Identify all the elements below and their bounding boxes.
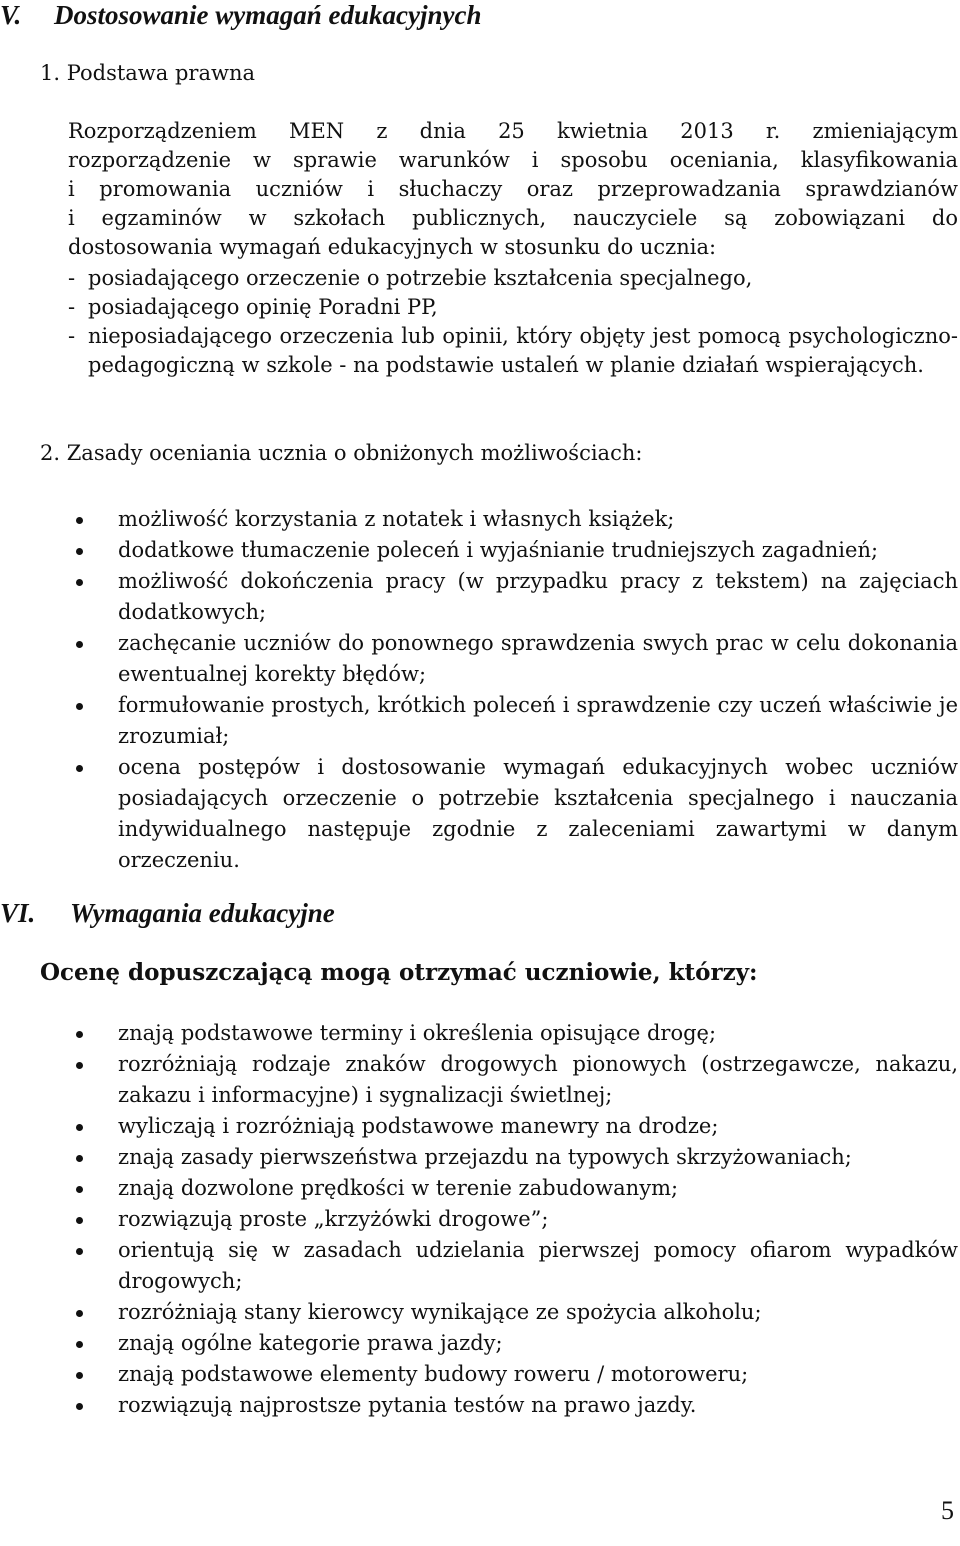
list-item — [76, 1173, 958, 1204]
paragraph-line: rozporządzenie w sprawie warunków i sposobu oceniania, klasyfikowania — [68, 148, 958, 172]
bullet-icon — [76, 1062, 83, 1069]
list-item — [76, 1204, 958, 1235]
list-item-text: rozróżniają stany kierowcy wynikające ze spożycia alkoholu; — [118, 1300, 762, 1324]
list-item — [76, 1049, 958, 1111]
list-item-text: znają dozwolone prędkości w terenie zabudowanym; — [118, 1176, 679, 1200]
list-item — [76, 1328, 958, 1359]
section-vi-heading — [0, 898, 335, 928]
list-item — [76, 1111, 958, 1142]
bullet-icon — [76, 641, 83, 648]
bullet-icon — [76, 1155, 83, 1162]
list-item — [76, 1142, 958, 1173]
bullet-icon — [76, 703, 83, 710]
list-item-text: znają podstawowe terminy i określenia opisujące drogę; — [118, 1021, 717, 1045]
list-item-text: wyliczają i rozróżniają podstawowe manewry na drodze; — [118, 1114, 719, 1138]
list-item — [68, 264, 958, 293]
bullet-icon — [76, 1124, 83, 1131]
section-v-number: V. — [0, 0, 22, 30]
list-item-text: możliwość dokończenia pracy (w przypadku pracy z tekstem) na zajęciach dodatkowych; — [118, 569, 958, 624]
list-item — [76, 752, 958, 876]
section-v-title: Dostosowanie wymagań edukacyjnych — [54, 0, 482, 30]
list-item — [68, 293, 958, 322]
grade-heading: Ocenę dopuszczającą mogą otrzymać uczniowie, którzy: — [40, 959, 758, 986]
page-number: 5 — [941, 1496, 954, 1525]
list-item-text: rozwiązują proste „krzyżówki drogowe”; — [118, 1207, 549, 1231]
bullet-icon — [76, 1031, 83, 1038]
list-item-text: nieposiadającego orzeczenia lub opinii, który objęty jest pomocą psychologiczno-pedagogiczną w szkole - na podstawie ustaleń w planie działań wspierających. — [88, 324, 958, 377]
bullet-icon — [76, 765, 83, 772]
list-item — [76, 1359, 958, 1390]
list-item-text: posiadającego orzeczenie o potrzebie kształcenia specjalnego, — [88, 266, 753, 290]
list-item-text: znają ogólne kategorie prawa jazdy; — [118, 1331, 503, 1355]
section-vi-title: Wymagania edukacyjne — [70, 898, 335, 928]
list-item — [76, 566, 958, 628]
bullet-icon — [76, 1248, 83, 1255]
bullet-icon — [76, 548, 83, 555]
list-item-text: możliwość korzystania z notatek i własnych książek; — [118, 507, 675, 531]
list-item — [76, 535, 958, 566]
list-item-text: rozróżniają rodzaje znaków drogowych pionowych (ostrzegawcze, nakazu, zakazu i informacyjne) i sygnalizacji świetlnej; — [118, 1052, 958, 1107]
list-item-text: rozwiązują najprostsze pytania testów na prawo jazdy. — [118, 1393, 697, 1417]
bullet-icon — [76, 1403, 83, 1410]
list-item — [76, 628, 958, 690]
list-item-text: formułowanie prostych, krótkich poleceń i sprawdzenie czy uczeń właściwie je zrozumiał; — [118, 693, 958, 748]
requirements-list — [76, 1018, 958, 1421]
list-item-text: zachęcanie uczniów do ponownego sprawdzenia swych prac w celu dokonania ewentualnej korekty błędów; — [118, 631, 958, 686]
paragraph-line: dostosowania wymagań edukacyjnych w stosunku do ucznia: — [68, 235, 717, 259]
section-v-heading — [0, 0, 482, 30]
list-item — [76, 690, 958, 752]
bullet-icon — [76, 1217, 83, 1224]
list-item — [76, 1018, 958, 1049]
list-item-text: znają podstawowe elementy budowy roweru / motoroweru; — [118, 1362, 749, 1386]
list-item-text: ocena postępów i dostosowanie wymagań edukacyjnych wobec uczniów posiadających orzeczenie o potrzebie kształcenia specjalnego i nauczania indywidualnego następuje zgodnie z zaleceniami zawartymi w danym orzeczeniu. — [118, 755, 958, 872]
list-item — [68, 322, 958, 380]
list-item — [76, 504, 958, 535]
student-categories-list — [68, 264, 958, 380]
bullet-icon — [76, 1372, 83, 1379]
dash-marker: - — [68, 266, 76, 290]
paragraph-line: Rozporządzeniem MEN z dnia 25 kwietnia 2013 r. zmieniającym — [68, 119, 958, 143]
bullet-icon — [76, 1186, 83, 1193]
subsection-legal-basis: 1. Podstawa prawna — [40, 61, 256, 85]
list-item — [76, 1235, 958, 1297]
dash-marker: - — [68, 295, 76, 319]
list-item — [76, 1390, 958, 1421]
bullet-icon — [76, 1341, 83, 1348]
assessment-rules-list — [76, 504, 958, 876]
bullet-icon — [76, 1310, 83, 1317]
list-item-text: orientują się w zasadach udzielania pierwszej pomocy ofiarom wypadków drogowych; — [118, 1238, 958, 1293]
bullet-icon — [76, 579, 83, 586]
subsection-assessment-rules: 2. Zasady oceniania ucznia o obniżonych możliwościach: — [40, 441, 643, 465]
paragraph-line: i promowania uczniów i słuchaczy oraz przeprowadzania sprawdzianów — [68, 177, 958, 201]
list-item-text: posiadającego opinię Poradni PP, — [88, 295, 438, 319]
bullet-icon — [76, 517, 83, 524]
section-vi-number: VI. — [0, 898, 36, 928]
list-item-text: znają zasady pierwszeństwa przejazdu na typowych skrzyżowaniach; — [118, 1145, 852, 1169]
list-item — [76, 1297, 958, 1328]
dash-marker: - — [68, 324, 76, 348]
paragraph-line: i egzaminów w szkołach publicznych, nauczyciele są zobowiązani do — [68, 206, 958, 230]
list-item-text: dodatkowe tłumaczenie poleceń i wyjaśnianie trudniejszych zagadnień; — [118, 538, 879, 562]
legal-paragraph — [68, 116, 958, 261]
